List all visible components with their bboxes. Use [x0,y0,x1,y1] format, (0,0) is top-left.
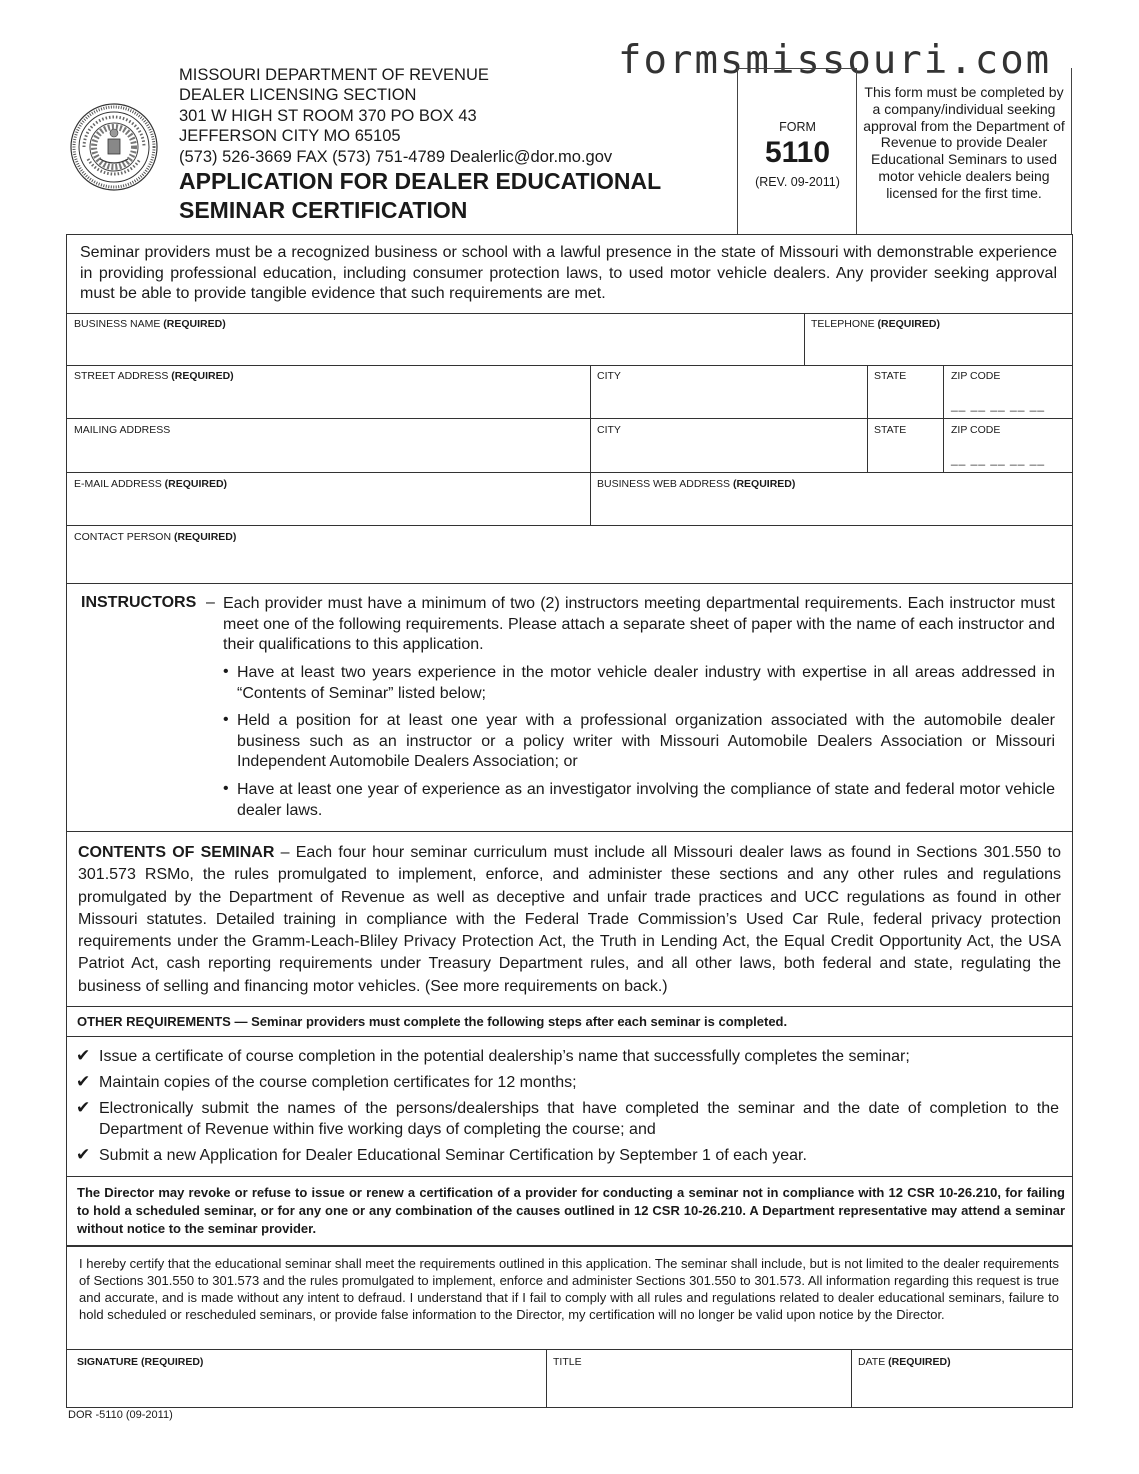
other-requirements-heading: OTHER REQUIREMENTS — Seminar providers must complete the following steps after each seminar is completed. [77,1014,788,1029]
contact-person-label: CONTACT PERSON [74,531,172,543]
divider [66,1036,1073,1037]
intro-paragraph: Seminar providers must be a recognized business or school with a lawful presence in the state of Missouri with demonstrable experience in providing professional education, including consumer protection laws, to used motor vehicle dealers. Any provider seeking approval must be able to provide tangible evidence that such requirements are met. [80,244,1057,302]
required-marker: (REQUIRED) [888,1356,951,1368]
divider [66,525,1073,526]
agency-contact: (573) 526-3669 FAX (573) 751-4789 Dealerlic@dor.mo.gov [179,147,613,166]
form-title-line-2: SEMINAR CERTIFICATION [179,196,468,223]
required-marker: (REQUIRED) [732,478,796,490]
divider [66,1006,1073,1007]
city-label: CITY [597,424,621,436]
email-label: E-MAIL ADDRESS [74,478,162,490]
title-label: TITLE [553,1356,582,1368]
other-requirement-item: Electronically submit the names of the persons/dealerships that have completed the seminar and the date of completion to the Department of Revenue within five working days of completing the course; and [99,1100,1059,1138]
form-number-box [737,68,857,234]
state-label: STATE [874,424,907,436]
city-label: CITY [597,370,621,382]
certification-statement: I hereby certify that the educational seminar shall meet the requirements outlined in this application. The seminar shall include, but is not limited to the dealer requirements of Sections 301.550 to 301.573 and the rules promulgated to implement, enforce and administer Sections 301.550 to 301.573. All information regarding this request is true and accurate, and is made without any intent to defraud. I understand that if I fail to comply with all rules and regulations related to dealer educational seminars, failure to hold scheduled or rescheduled seminars, or provide false information to the Director, my certification will no longer be valid upon notice by the Director. [79,1256,1059,1322]
mailing-city-field[interactable] [597,424,621,436]
web-address-field[interactable] [597,478,795,490]
divider [66,831,1073,832]
mailing-zip-field[interactable] [951,424,1000,436]
divider [66,1349,1073,1350]
divider [66,418,1073,419]
web-address-label: BUSINESS WEB ADDRESS [597,478,731,490]
contents-of-seminar [78,842,1061,998]
contents-text: – Each four hour seminar curriculum must include all Missouri dealer laws as found in Sections 301.550 to 301.573 RSMo, the rules promulgated to implement, enforce, and administer these sections and any other rules and regulations promulgated by the Department of Revenue as well as deceptive and unfair trade practices and UCC regulations as found in other Missouri statutes. Detailed training in compliance with the Federal Trade Commission’s Used Car Rule, federal privacy protection requirements under the Gramm-Leach-Bliley Privacy Protection Act, the Truth in Lending Act, the Equal Credit Opportunity Act, the USA Patriot Act, cash reporting requirements under Treasury Department rules, and all other laws, both federal and state, regulating the business of selling and financing motor vehicles. (See more requirements on back.) [78,844,1062,995]
street-state-field[interactable] [874,370,906,382]
mailing-address-label: MAILING ADDRESS [74,424,171,436]
date-label: DATE [858,1356,886,1368]
divider [66,365,1073,366]
telephone-label: TELEPHONE [811,318,875,330]
signature-field[interactable] [77,1356,203,1368]
divider [851,1349,852,1408]
required-marker: (REQUIRED) [171,370,234,382]
divider [66,1245,1073,1247]
required-marker: (REQUIRED) [163,318,226,330]
business-name-label: BUSINESS NAME [74,318,161,330]
zip-code-label: ZIP CODE [951,424,1001,436]
bullet-icon: • [223,780,229,797]
zip-code-input-lines[interactable]: __ __ __ __ __ [951,452,1046,466]
checkmark-icon: ✔ [76,1098,91,1117]
missouri-seal-icon [70,103,158,191]
required-marker: (REQUIRED) [140,1356,204,1368]
instructor-requirement: Held a position for at least one year with a professional organization associated with the automobile dealer business such as an instructor or a policy writer with Missouri Automobile Dealers Association or Missouri Independent Automobile Dealers Association; or [237,712,1055,770]
checkmark-icon: ✔ [76,1145,91,1164]
divider [66,1176,1073,1177]
mailing-address-field[interactable] [74,424,170,436]
divider [66,313,1073,314]
form-label: FORM [779,120,816,134]
business-name-field[interactable] [74,318,226,330]
street-zip-field[interactable] [951,370,1000,382]
form-title [179,167,661,224]
divider [66,472,1073,473]
required-marker: (REQUIRED) [164,478,228,490]
instructor-requirement: Have at least one year of experience as an investigator involving the compliance of state and federal motor vehicle dealer laws. [237,781,1055,819]
form-footer-code: DOR -5110 (09-2011) [68,1409,173,1421]
mailing-state-field[interactable] [874,424,906,436]
zip-code-input-lines[interactable]: __ __ __ __ __ [951,398,1046,412]
instructors-heading: INSTRUCTORS [81,594,197,611]
other-requirement-item: Submit a new Application for Dealer Educational Seminar Certification by September 1 of each year. [99,1147,807,1164]
street-address-field[interactable] [74,370,234,382]
watermark-text: formsmissouri.com [618,38,1052,83]
other-requirement-item: Maintain copies of the course completion certificates for 12 months; [99,1074,577,1091]
checkmark-icon: ✔ [76,1046,91,1065]
title-field[interactable] [553,1356,582,1368]
bullet-icon: • [223,663,229,680]
instructors-text: Each provider must have a minimum of two (2) instructors meeting departmental requirements. Each instructor must meet one of the following requirements. Please attach a separate sheet of paper with the name of each instructor and their qualifications to this application. [223,595,1055,653]
divider [590,365,591,525]
divider [867,365,868,472]
required-marker: (REQUIRED) [173,531,237,543]
street-city-field[interactable] [597,370,621,382]
required-marker: (REQUIRED) [877,318,940,330]
contents-heading: CONTENTS OF SEMINAR [78,844,275,861]
telephone-field[interactable] [811,318,940,330]
divider [66,583,1073,584]
state-label: STATE [874,370,907,382]
form-purpose-note: This form must be completed by a company/individual seeking approval from the Department of Revenue to provide Dealer Educational Seminars to used motor vehicle dealers being licensed for the first time. [856,68,1072,234]
agency-name: MISSOURI DEPARTMENT OF REVENUE [179,66,489,84]
divider [804,313,805,365]
email-field[interactable] [74,478,227,490]
agency-city: JEFFERSON CITY MO 65105 [179,127,401,146]
bullet-icon: • [223,711,229,728]
form-title-line-1: APPLICATION FOR DEALER EDUCATIONAL [179,168,662,194]
director-notice: The Director may revoke or refuse to issue or renew a certification of a provider for conducting a seminar not in compliance with 12 CSR 10-26.210, for failing to hold a scheduled seminar, or for any one or any combination of the causes outlined in 12 CSR 10-26.210. A Department representative may attend a seminar without notice to the seminar provider. [77,1185,1065,1236]
street-address-label: STREET ADDRESS [74,370,169,382]
agency-address-block [179,65,612,167]
contact-person-field[interactable] [74,531,236,543]
agency-section: DEALER LICENSING SECTION [179,86,417,105]
form-revision: (REV. 09-2011) [755,175,840,189]
checkmark-icon: ✔ [76,1072,91,1091]
agency-street: 301 W HIGH ST ROOM 370 PO BOX 43 [179,106,477,125]
divider [546,1349,547,1408]
divider [943,365,944,472]
date-field[interactable] [858,1356,951,1368]
signature-label: SIGNATURE [77,1356,139,1368]
instructors-dash: – [206,594,215,611]
form-number: 5110 [764,136,831,169]
other-requirement-item: Issue a certificate of course completion in the potential dealership’s name that successfully completes the seminar; [99,1048,910,1065]
instructor-requirement: Have at least two years experience in the motor vehicle dealer industry with expertise in all areas addressed in “Contents of Seminar” listed below; [237,664,1055,702]
zip-code-label: ZIP CODE [951,370,1001,382]
